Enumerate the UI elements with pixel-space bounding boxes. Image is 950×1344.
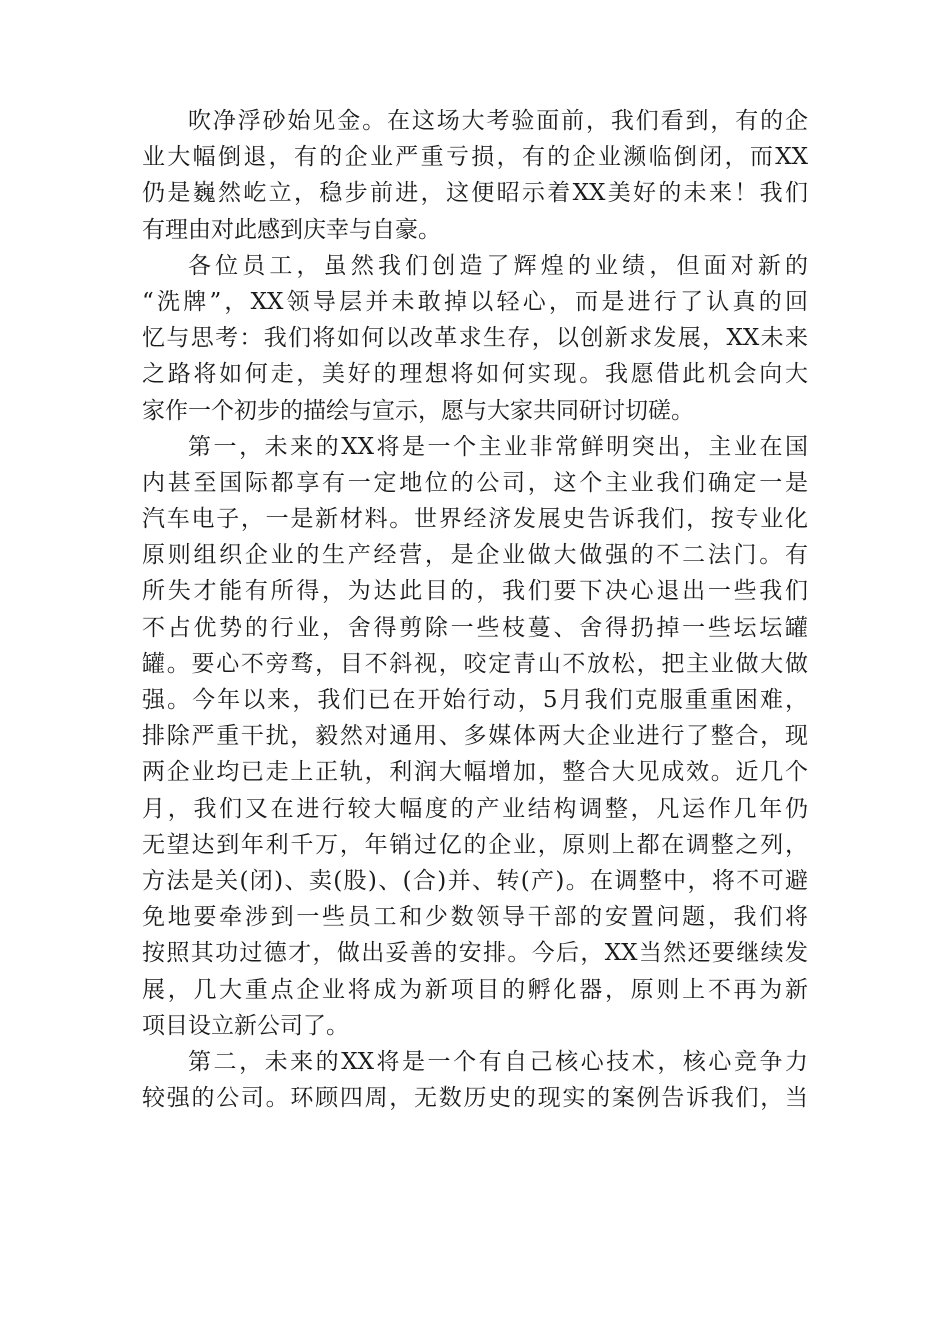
text-line: 按照其功过德才，做出妥善的安排。今后，XX当然还要继续发 (142, 940, 808, 967)
text-line: 第一，未来的XX将是一个主业非常鲜明突出，主业在国 (188, 433, 808, 460)
text-line: 原则组织企业的生产经营，是企业做大做强的不二法门。有 (142, 542, 808, 569)
text-line: 吹净浮砂始见金。在这场大考验面前，我们看到，有的企 (188, 108, 808, 134)
text-line: 家作一个初步的描绘与宣示，愿与大家共同研讨切磋。 (142, 397, 694, 424)
paragraph (142, 429, 808, 1044)
text-line: 无望达到年利千万，年销过亿的企业，原则上都在调整之列， (142, 831, 808, 858)
text-line: 方法是关(闭)、卖(股)、(合)并、转(产)。在调整中，将不可避 (142, 867, 808, 894)
text-line: 免地要牵涉到一些员工和少数领导干部的安置问题，我们将 (142, 904, 808, 931)
paragraph (142, 1044, 808, 1116)
text-line: 之路将如何走，美好的理想将如何实现。我愿借此机会向大 (142, 361, 808, 388)
text-line: 两企业均已走上正轨，利润大幅增加，整合大见成效。近几个 (142, 759, 808, 786)
text-line: 罐。要心不旁骛，目不斜视，咬定青山不放松，把主业做大做 (142, 650, 808, 677)
text-line: 各位员工，虽然我们创造了辉煌的业绩，但面对新的 (188, 252, 808, 279)
text-line: 月，我们又在进行较大幅度的产业结构调整，凡运作几年仍 (142, 795, 808, 822)
text-line: 汽车电子，一是新材料。世界经济发展史告诉我们，按专业化 (142, 506, 808, 533)
text-line: 项目设立新公司了。 (142, 1012, 349, 1039)
text-line: 业大幅倒退，有的企业严重亏损，有的企业濒临倒闭，而XX (142, 144, 808, 171)
text-line: 内甚至国际都享有一定地位的公司，这个主业我们确定一是 (142, 469, 808, 496)
text-line: 有理由对此感到庆幸与自豪。 (142, 216, 441, 243)
paragraph (142, 103, 808, 248)
text-line: 强。今年以来，我们已在开始行动，5月我们克服重重困难， (142, 687, 808, 713)
text-line: 第二，未来的XX将是一个有自己核心技术，核心竞争力 (188, 1048, 808, 1075)
text-line: “洗牌”，XX领导层并未敢掉以轻心，而是进行了认真的回 (142, 288, 808, 315)
paragraph (142, 248, 808, 429)
text-line: 较强的公司。环顾四周，无数历史的现实的案例告诉我们，当 (142, 1085, 808, 1112)
text-line: 排除严重干扰，毅然对通用、多媒体两大企业进行了整合，现 (142, 723, 808, 750)
text-line: 不占优势的行业，舍得剪除一些枝蔓、舍得扔掉一些坛坛罐 (142, 614, 808, 641)
text-line: 忆与思考：我们将如何以改革求生存，以创新求发展，XX未来 (142, 325, 808, 352)
document-body (142, 103, 808, 1116)
text-line: 展，几大重点企业将成为新项目的孵化器，原则上不再为新 (142, 976, 808, 1003)
text-line: 所失才能有所得，为达此目的，我们要下决心退出一些我们 (142, 578, 808, 605)
text-line: 仍是巍然屹立，稳步前进，这便昭示着XX美好的未来！我们 (142, 180, 808, 207)
